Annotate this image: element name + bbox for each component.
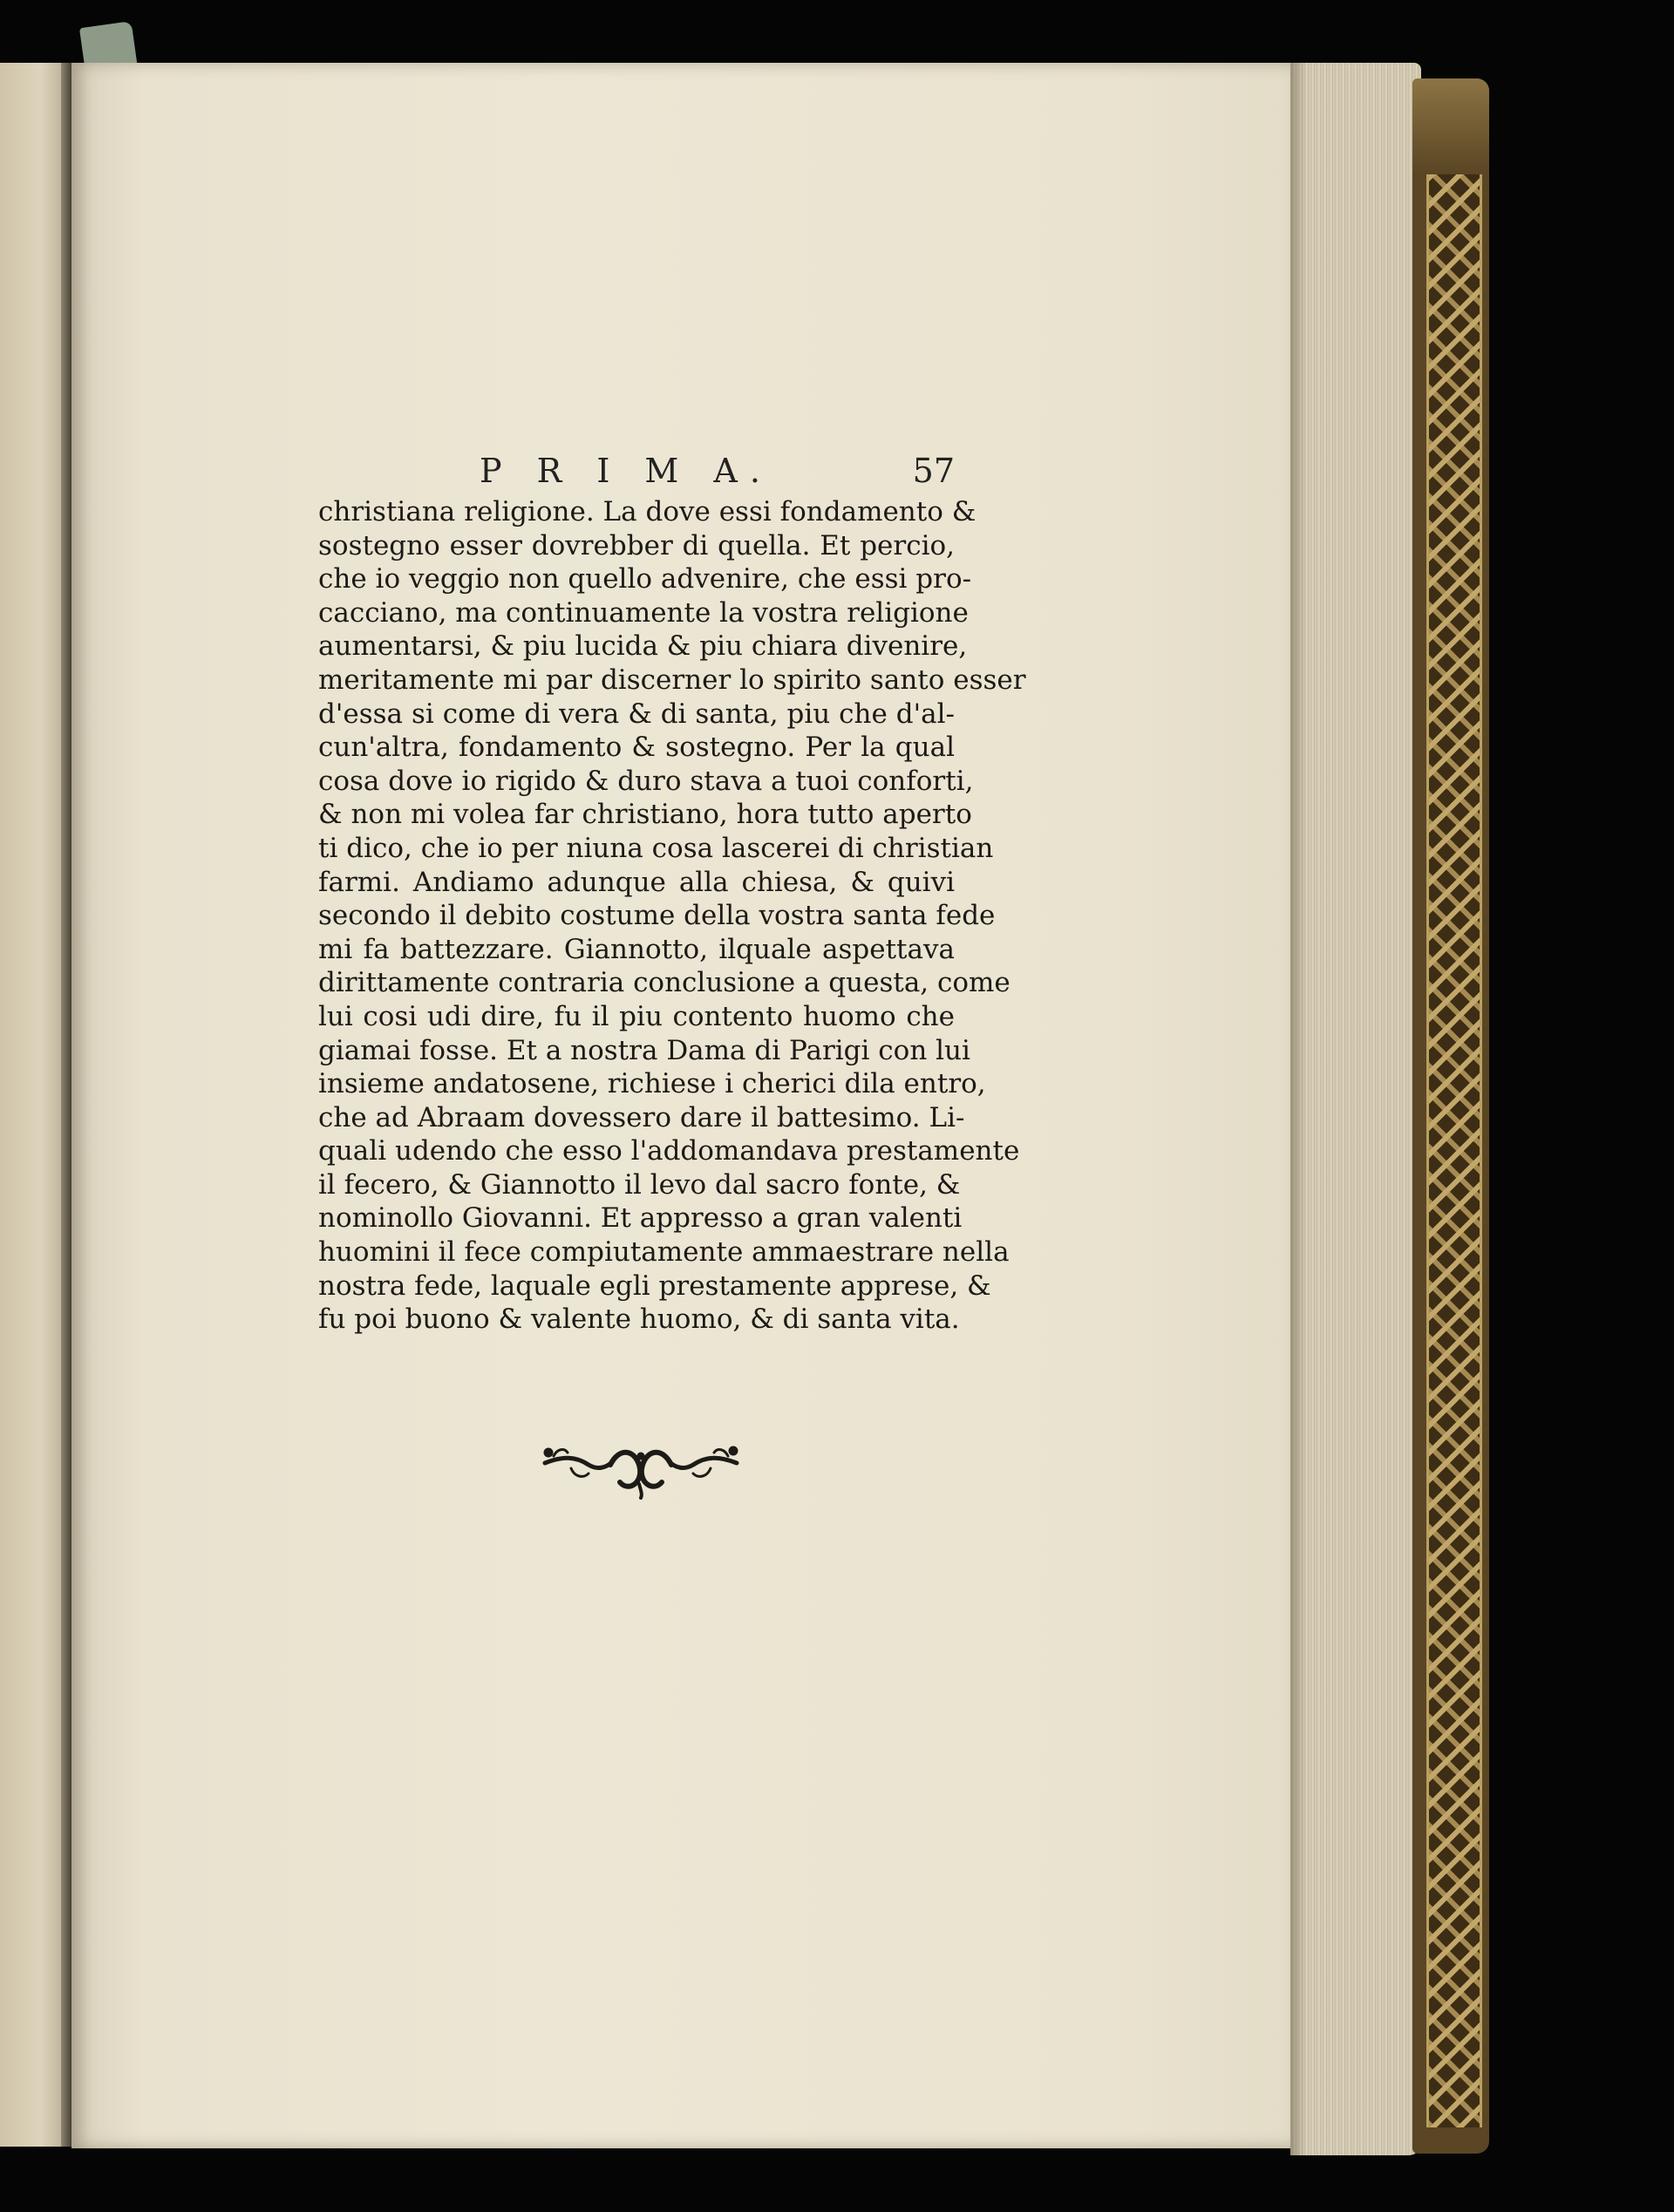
text-line: mi fa battezzare. Giannotto, ilquale aspettava [318,933,955,965]
text-block [318,446,1026,1337]
text-line: & non mi volea far christiano, hora tutto aperto [318,799,972,831]
text-line: cosa dove io rigido & duro stava a tuoi conforti, [318,765,974,797]
page-edge-shadow [1290,63,1306,2155]
spine-gilt-pattern [1426,174,1482,2127]
text-line: nominollo Giovanni. Et appresso a gran valenti [318,1202,963,1235]
text-line: che io veggio non quello advenire, che essi pro- [318,563,972,596]
facing-page-edge [0,63,68,2147]
page-edges [1290,63,1421,2155]
text-line: aumentarsi, & piu lucida & piu chiara divenire, [318,630,968,663]
text-line: sostegno esser dovrebber di quella. Et percio, [318,529,955,562]
running-head: P R I M A. [480,452,772,490]
text-line: cun'altra, fondamento & sostegno. Per la qual [318,732,955,764]
text-line: ti dico, che io per niuna cosa lascerei di christian [318,832,994,864]
text-line: giamai fosse. Et a nostra Dama di Parigi con lui [318,1034,970,1066]
spine-head [1412,78,1489,174]
text-line: insieme andatosene, richiese i cherici dila entro, [318,1068,986,1100]
text-line: d'essa si come di vera & di santa, piu che d'al- [318,698,955,730]
text-line: cacciano, ma continuamente la vostra religione [318,596,969,629]
text-line: secondo il debito costume della vostra santa fede [318,900,996,932]
text-line: meritamente mi par discerner lo spirito santo esser [318,664,1026,696]
text-line: huomini il fece compiutamente ammaestrare nella [318,1236,1010,1269]
text-line: che ad Abraam dovessero dare il battesimo. Li- [318,1101,965,1133]
text-line: dirittamente contraria conclusione a questa, come [318,967,1011,999]
page-number: 57 [912,452,955,490]
book-spine [1412,78,1489,2154]
text-line: christiana religione. La dove essi fondamento & [318,496,976,527]
text-line: fu poi buono & valente huomo, & di santa vita. [318,1303,960,1336]
page-header [318,446,955,495]
text-line: lui cosi udi dire, fu il piu contento huomo che [318,1000,955,1032]
text-line: farmi. Andiamo adunque alla chiesa, & quivi [318,866,955,898]
text-line: il fecero, & Giannotto il levo dal sacro fonte, & [318,1168,961,1201]
floral-tailpiece-icon [536,1430,745,1500]
body-text [318,495,1026,1337]
text-line: quali udendo che esso l'addomandava prestamente [318,1135,1020,1167]
text-line: nostra fede, laquale egli prestamente apprese, & [318,1269,991,1302]
